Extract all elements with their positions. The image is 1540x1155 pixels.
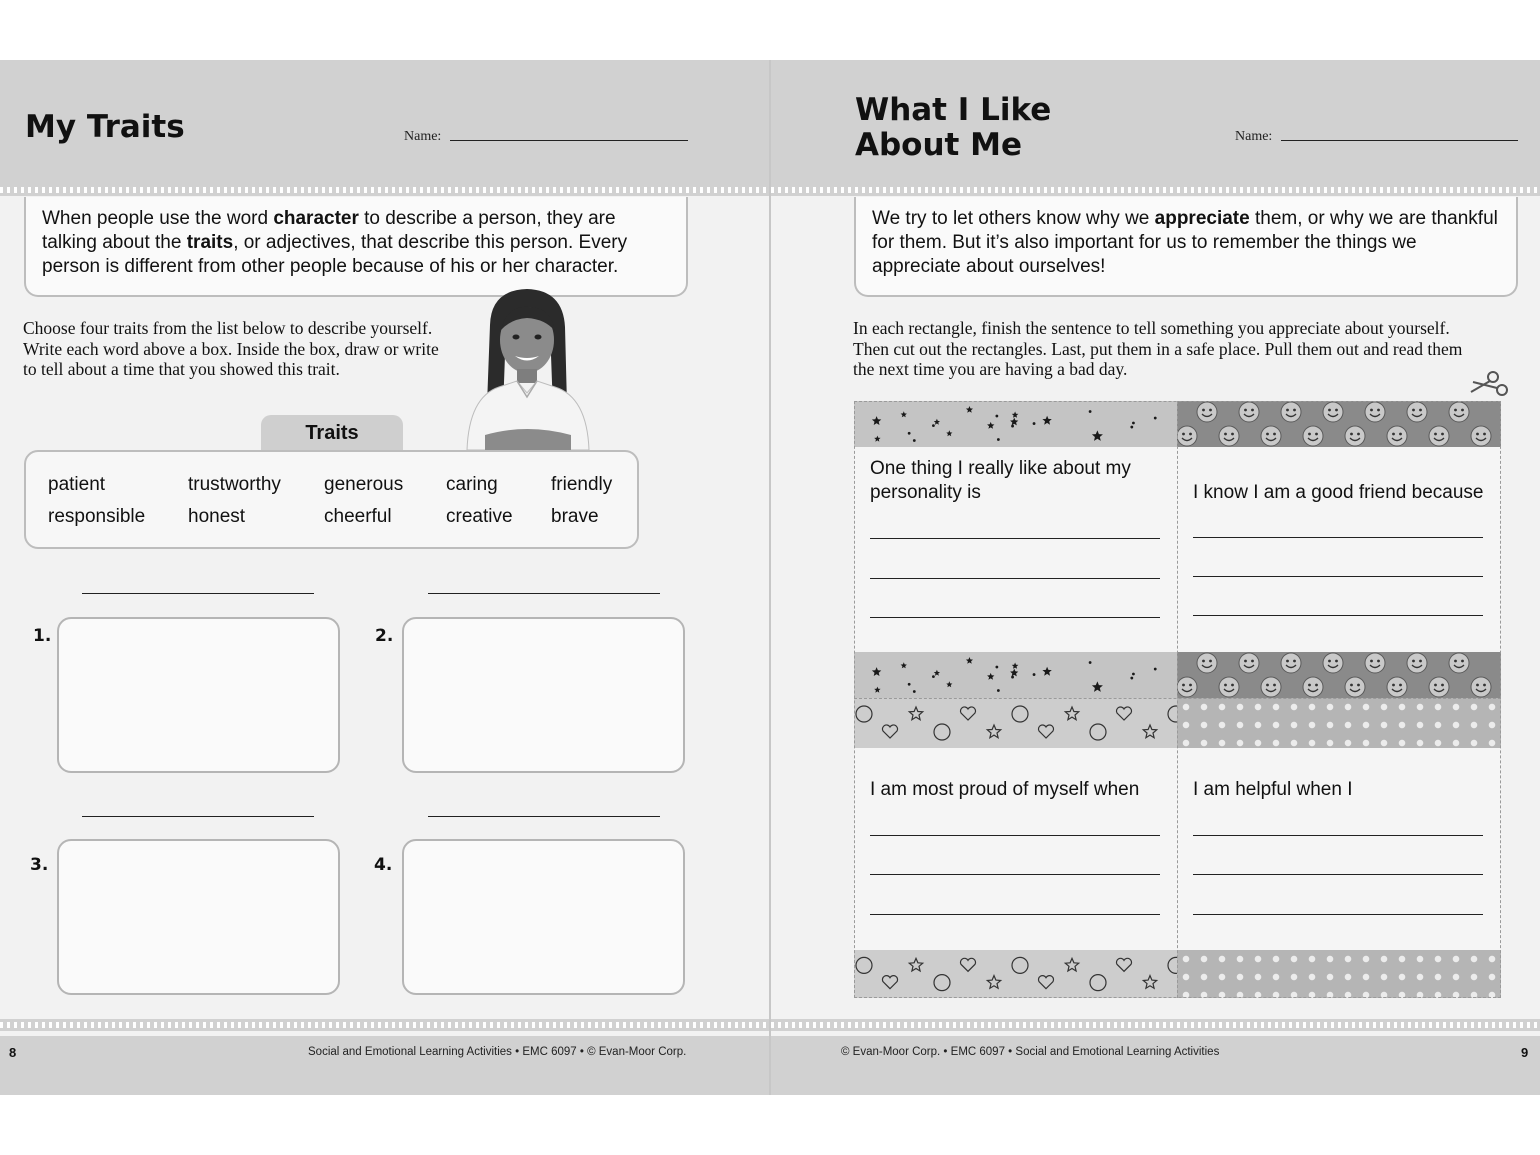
right-page [771,60,1540,1095]
trait-write-line-4[interactable] [428,816,660,817]
cut-line [854,698,1501,699]
cut-line [1177,401,1178,998]
name-label: Name: [1235,129,1273,144]
left-footer [0,1036,769,1095]
trait-item: generous [324,474,404,495]
intro-bold: appreciate [1154,208,1250,229]
right-footer [771,1036,1540,1095]
title-line: What I Like [855,92,1052,128]
box-number: 1. [33,626,52,646]
card-prompt: I am helpful when I [1193,779,1353,800]
trait-item: caring [446,474,498,495]
trait-item: honest [188,506,246,527]
name-line[interactable] [1281,140,1518,141]
instructions: In each rectangle, finish the sentence to tell something you appreciate about yourself. Then cut out the rectangles. Last, put them in a safe place. Pull them out and read them the next time you are having a bad day. [853,318,1463,379]
trait-item: trustworthy [188,474,281,495]
trait-item: cheerful [324,506,392,527]
instructions: Choose four traits from the list below to describe yourself. Write each word above a box. Inside the box, draw or write to tell about a time that you showed this trait. [23,318,439,379]
trait-drawing-box-2[interactable] [402,617,685,773]
scissors-icon [1469,370,1513,400]
page-title: My Traits [25,109,185,145]
intro-text: When people use the word [42,208,274,229]
title-line: About Me [855,127,1023,163]
trait-item: creative [446,506,513,527]
intro-text: , or adjectives, that describe this person. Every person is different from other people because of his or her character. [42,232,628,277]
trait-item: patient [48,474,106,495]
page-number: 9 [1521,1045,1529,1060]
girl-photo [455,285,600,450]
intro-text: them, or why we are thankful for them. But it’s also important for us to remember the things we appreciate about ourselves! [872,208,1498,277]
footer-credit: Social and Emotional Learning Activities • EMC 6097 • © Evan-Moor Corp. [308,1046,687,1058]
name-line[interactable] [450,140,688,141]
intro-bold: traits [186,232,234,253]
traits-tab: Traits [261,415,403,451]
trait-write-line-1[interactable] [82,593,314,594]
left-page [0,60,769,1095]
page-number: 8 [9,1045,17,1060]
intro-box [854,197,1518,297]
box-number: 2. [375,626,394,646]
trait-item: brave [551,506,599,527]
perforation-bottom [771,1019,1540,1031]
card-prompt: I am most proud of myself when [870,779,1140,800]
box-number: 4. [374,855,393,875]
trait-write-line-3[interactable] [82,816,314,817]
trait-drawing-box-4[interactable] [402,839,685,995]
trait-drawing-box-1[interactable] [57,617,340,773]
perforation-top [771,184,1540,196]
page-title [855,93,1051,163]
card-prompt: I know I am a good friend because [1193,482,1484,503]
perforation-bottom [0,1019,769,1031]
trait-write-line-2[interactable] [428,593,660,594]
intro-box [24,197,688,297]
intro-bold: character [273,208,359,229]
trait-drawing-box-3[interactable] [57,839,340,995]
box-number: 3. [30,855,49,875]
name-label: Name: [404,129,442,144]
traits-box [24,450,639,549]
card-prompt: One thing I really like about my personality is [870,458,1131,503]
cut-out-cards [854,401,1501,998]
footer-credit: © Evan-Moor Corp. • EMC 6097 • Social and Emotional Learning Activities [841,1046,1220,1058]
perforation-top [0,184,769,196]
intro-text: to describe a person, they are talking about the [42,208,616,253]
intro-text: We try to let others know why we [872,208,1155,229]
trait-item: friendly [551,474,613,495]
trait-item: responsible [48,506,146,527]
